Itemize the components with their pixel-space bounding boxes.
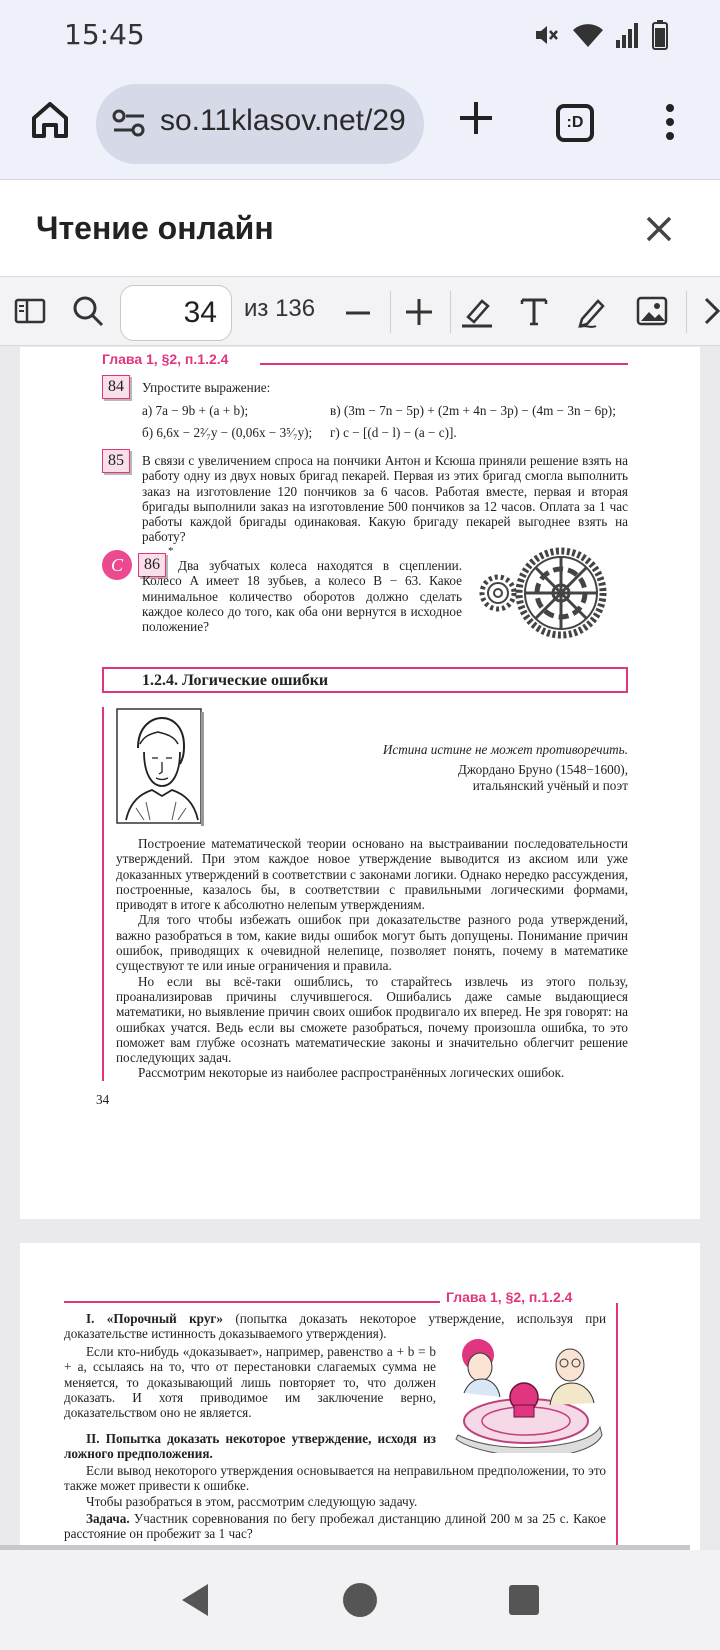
- paragraph: Построение математической теории основано на выстраивании последовательности утверждений. При этом каждое новое утверждение выводится из аксиом или уже доказанных утверждений в соответствии с законами логики. Однако нередко рассуждения, построенные, казалось бы, в соответствии с правильными логическими формами, приводят в итоге к абсолютно нелепым утверждениям.: [116, 836, 628, 913]
- home-icon[interactable]: [28, 98, 72, 142]
- image-tool-icon[interactable]: [636, 295, 668, 327]
- tab-switcher-button[interactable]: :D: [556, 104, 594, 142]
- page-number-input[interactable]: 34: [120, 285, 232, 341]
- zoom-in-icon[interactable]: [404, 297, 434, 327]
- gears-illustration: [478, 545, 642, 641]
- status-time: 15:45: [64, 18, 145, 51]
- toolbar-divider: [686, 291, 687, 333]
- problem-84-v: в) (3m − 7n − 5p) + (2m + 4n − 3p) − (4m − 3n − 6p);: [330, 403, 616, 418]
- chapter-rule: [64, 1301, 440, 1303]
- battery-icon: [652, 20, 668, 50]
- highlight-icon[interactable]: [460, 295, 494, 329]
- problem-number: 84: [102, 375, 130, 399]
- recents-icon[interactable]: [508, 1584, 540, 1616]
- paragraph: Если кто-нибудь «доказывает», например, равенство a + b = b + a, ссылаясь на то, что от перестановки слагаемых сумма не меняется, то доказывающий лишь повторяет то, что должен доказать. И хотя приводимое им заключение верно, доказательством оно не является.: [64, 1344, 436, 1421]
- sidebar-toggle-icon[interactable]: [14, 295, 46, 327]
- wifi-icon: [572, 21, 604, 49]
- problem-84-a: а) 7a − 9b + (a + b);: [142, 403, 249, 418]
- epigraph-author-desc: итальянский учёный и поэт: [472, 778, 628, 793]
- page-count-label: из 136: [244, 295, 316, 322]
- address-bar[interactable]: [96, 84, 424, 164]
- challenge-badge: C: [102, 550, 132, 580]
- paragraph: Рассмотрим некоторые из наиболее распространённых логических ошибок.: [138, 1065, 565, 1081]
- paragraph: Чтобы разобраться в этом, рассмотрим следующую задачу.: [86, 1493, 418, 1509]
- reader-header: [0, 180, 720, 276]
- back-icon[interactable]: [178, 1582, 212, 1618]
- problem-number: 85: [102, 449, 130, 473]
- problem-86-text: Два зубчатых колеса находятся в сцеплении. Колесо A имеет 18 зубьев, а колесо B − 63. Какое минимальное количество оборотов должно сделать каждое колесо до того, как оба они вернутся в исходное положение?: [142, 558, 462, 635]
- mute-icon: [532, 21, 560, 49]
- task-text: Участник соревнования по бегу пробежал дистанцию длиной 200 м за 25 с. Какое расстояние он пробежит за 1 час?: [64, 1511, 606, 1542]
- draw-icon[interactable]: [576, 295, 610, 329]
- search-icon[interactable]: [72, 295, 104, 327]
- problem-84-b: б) 6,6x − 2²⁄₇y − (0,06x − 3⁵⁄₇y);: [142, 425, 313, 440]
- new-tab-icon[interactable]: [456, 98, 496, 138]
- reader-toolbar: [0, 276, 720, 346]
- item-1-title: I. «Порочный круг»: [86, 1311, 224, 1326]
- status-bar: [0, 0, 720, 72]
- chapter-rule: [260, 363, 628, 365]
- url-text[interactable]: so.11klasov.net/29: [160, 104, 406, 137]
- browser-toolbar: [0, 72, 720, 180]
- chevron-right-icon[interactable]: [704, 295, 720, 327]
- home-nav-icon[interactable]: [342, 1582, 378, 1618]
- book-page: [20, 347, 700, 1219]
- more-menu-icon[interactable]: [664, 102, 676, 142]
- star-mark: *: [168, 545, 174, 557]
- toolbar-divider: [390, 291, 391, 333]
- cartoon-illustration: [450, 1335, 608, 1453]
- problem-84-prompt: Упростите выражение:: [142, 380, 271, 395]
- portrait-illustration: [116, 708, 204, 826]
- status-icons: [532, 20, 668, 50]
- problem-number: 86: [138, 553, 166, 577]
- problem-84-g: г) c − [(d − l) − (a − c)].: [330, 425, 457, 440]
- site-settings-icon[interactable]: [112, 108, 146, 138]
- chapter-header: Глава 1, §2, п.1.2.4: [446, 1289, 573, 1305]
- paragraph: Но если вы всё-таки ошиблись, то старайтесь извлечь из этого пользу, проанализировав причины случившегося. Ошибались даже самые выдающиеся математики, но выявление причин своих ошибок продвигало их вперед. Не зря говорят: на ошибках учатся. Ведь если вы сможете разобраться, почему произошла ошибка, то это поможет вам глубже осознать математические законы и значительно облегчит решение последующих задач.: [116, 973, 628, 1066]
- epigraph-quote: Истина истине не может противоречить.: [382, 742, 628, 757]
- task-label: Задача.: [86, 1511, 130, 1526]
- section-sidebar-line: [102, 707, 104, 1081]
- text-tool-icon[interactable]: [518, 295, 550, 327]
- section-heading-box: [102, 667, 628, 693]
- problem-85-text: В связи с увеличением спроса на пончики Антон и Ксюша приняли решение взять на работу одну из двух новых бригад пекарей. Первая из этих бригад смогла выполнить заказ на изготовление 120 пончиков за 6 часов. Работая вместе, первая и вторая бригады выполнили заказ на изготовление 500 пончиков за 12 часов. Оплата за 1 час работы каждой бригады одинаковая. Какую бригаду пекарей выгоднее взять на работу?: [142, 453, 628, 545]
- section-sidebar-line: [616, 1303, 618, 1550]
- paragraph: Для того чтобы избежать ошибок при доказательстве разного рода утверждений, важно разобраться в том, какие виды ошибок могут быть допущены. Понимание причин ошибок, приводящих к очевидной нелепице, позволяет понять, почему в математике существуют те или иные ограничения и правила.: [116, 912, 628, 974]
- document-viewer[interactable]: [0, 347, 720, 1550]
- zoom-out-icon[interactable]: [344, 299, 372, 327]
- page-number: 34: [96, 1092, 110, 1107]
- close-icon[interactable]: [644, 214, 674, 244]
- reader-title: Чтение онлайн: [36, 210, 274, 246]
- section-body: [116, 836, 628, 1081]
- item-2-title: II. Попытка доказать некоторое утверждение, исходя из ложного предположения.: [64, 1431, 436, 1462]
- toolbar-divider: [450, 291, 451, 333]
- section-title: 1.2.4. Логические ошибки: [142, 672, 329, 689]
- system-nav-bar: [0, 1550, 720, 1650]
- paragraph: Если вывод некоторого утверждения основывается на неправильном предположении, то это также может привести к ошибке.: [64, 1463, 606, 1494]
- epigraph-author: Джордано Бруно (1548−1600),: [457, 762, 628, 777]
- item-1-body: [64, 1344, 436, 1420]
- item-1-description: (попытка доказать некоторое утверждение, используя при доказательстве истинность доказываемого утверждения).: [64, 1311, 606, 1342]
- book-page: [20, 1243, 700, 1550]
- task-block: [64, 1511, 606, 1542]
- signal-icon: [616, 22, 640, 48]
- chapter-header: Глава 1, §2, п.1.2.4: [102, 351, 229, 367]
- item-2-body: [64, 1463, 606, 1509]
